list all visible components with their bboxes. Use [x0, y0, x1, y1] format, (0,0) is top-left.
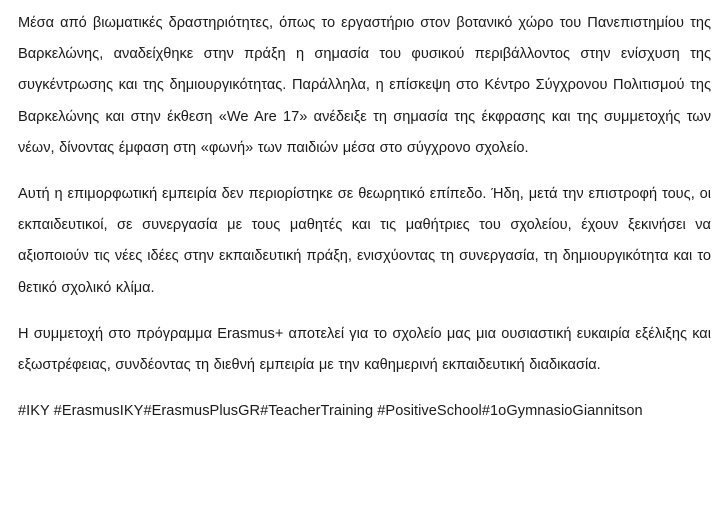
paragraph-training-experience: Αυτή η επιμορφωτική εμπειρία δεν περιορίστηκε σε θεωρητικό επίπεδο. Ήδη, μετά την επιστροφή τους, οι εκπαιδευτικοί, σε συνεργασία με τους μαθητές και τις μαθήτριες του σχολείου, έχουν ξεκινήσει να αξιοποιούν τις νέες ιδέες στην εκπαιδευτική πράξη, ενισχύοντας τη συνεργασία, τη δημιουργικότητα και το θετικό σχολικό κλίμα. — [18, 186, 711, 296]
paragraph-erasmus-participation: Η συμμετοχή στο πρόγραμμα Erasmus+ αποτελεί για το σχολείο μας μια ουσιαστική ευκαιρία εξέλιξης και εξωστρέφειας, συνδέοντας τη διεθνή εμπειρία με την καθημερινή εκπαιδευτική διαδικασία. — [18, 325, 711, 374]
hashtags-line: #IKY #ErasmusIKY#ErasmusPlusGR#TeacherTraining #PositiveSchool#1oGymnasioGiannitson — [18, 403, 643, 420]
document-body — [18, 8, 711, 427]
paragraph-experiential-activities: Μέσα από βιωματικές δραστηριότητες, όπως το εργαστήριο στον βοτανικό χώρο του Πανεπιστημίου της Βαρκελώνης, αναδείχθηκε στην πράξη η σημασία του φυσικού περιβάλλοντος στην ενίσχυση της συγκέντρωσης και της δημιουργικότητας. Παράλληλα, η επίσκεψη στο Κέντρο Σύγχρονου Πολιτισμού της Βαρκελώνης και στην έκθεση «We Are 17» ανέδειξε τη σημασία της έκφρασης και της συμμετοχής των νέων, δίνοντας έμφαση στη «φωνή» των παιδιών μέσα στο σύγχρονο σχολείο. — [18, 15, 711, 156]
